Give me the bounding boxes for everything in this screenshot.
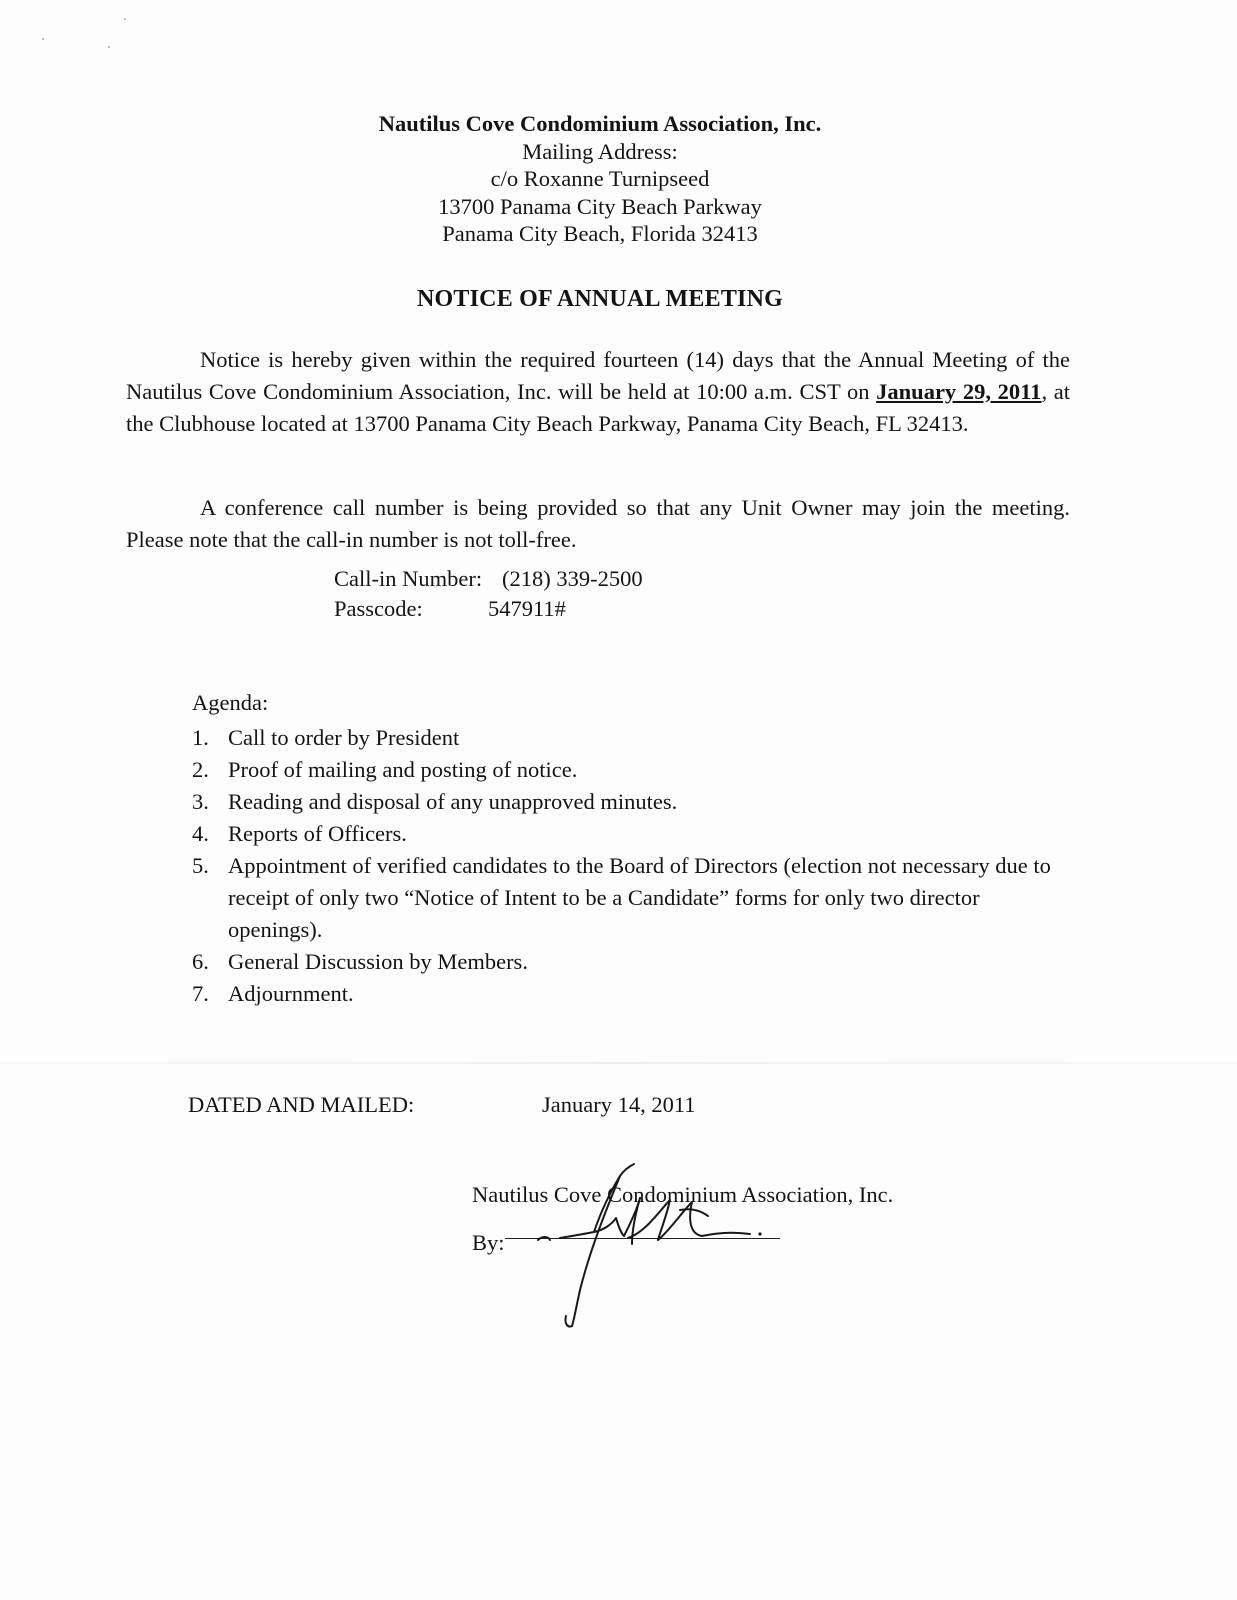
agenda-item-text: Appointment of verified candidates to the Board of Directors (election not necessary due to receipt of only two “Notice of Intent to be a Candidate” forms for only two director openings).	[228, 853, 1051, 942]
signature-by-label: By:	[472, 1230, 505, 1255]
conference-paragraph: A conference call number is being provided so that any Unit Owner may join the meeting. Please note that the call-in number is not toll-free.	[126, 495, 1070, 552]
notice-paragraph	[126, 344, 1070, 440]
notice-title: NOTICE OF ANNUAL MEETING	[417, 286, 783, 312]
agenda-item-number: 5.	[192, 853, 209, 878]
call-in-number-value: (218) 339-2500	[502, 566, 643, 591]
agenda-heading: Agenda:	[192, 690, 269, 715]
dated-label: DATED AND MAILED:	[188, 1092, 415, 1117]
notice-text-before-date: Notice is hereby given within the required fourteen (14) days that the Annual Meeting of the Nautilus Cove Condominium Association, Inc. will be held at 10:00 a.m. CST on	[126, 347, 1070, 404]
agenda-item	[192, 850, 1072, 946]
agenda-list	[192, 722, 1072, 1010]
agenda-item	[192, 754, 1072, 786]
agenda-item	[192, 946, 1072, 978]
agenda-item	[192, 786, 1072, 818]
agenda-item-number: 3.	[192, 789, 209, 814]
agenda-item-number: 4.	[192, 821, 209, 846]
dated-value: January 14, 2011	[542, 1092, 696, 1117]
notice-text-after-date: , at the Clubhouse located at 13700 Panama City Beach Parkway, Panama City Beach, FL 32413.	[126, 379, 1070, 436]
letterhead-care-of: c/o Roxanne Turnipseed	[490, 166, 710, 191]
letterhead	[240, 110, 960, 248]
agenda-item-number: 6.	[192, 949, 209, 974]
passcode-label: Passcode:	[334, 596, 423, 621]
scan-speck	[124, 18, 126, 20]
agenda-item-text: Proof of mailing and posting of notice.	[228, 757, 578, 782]
agenda-item-number: 1.	[192, 725, 209, 750]
paper-fold-line	[0, 1062, 1237, 1064]
agenda-item-text: Reading and disposal of any unapproved minutes.	[228, 789, 678, 814]
agenda-item-text: Reports of Officers.	[228, 821, 407, 846]
signature-org: Nautilus Cove Condominium Association, Inc.	[472, 1182, 894, 1207]
handwritten-signature	[520, 1140, 780, 1340]
letterhead-street: 13700 Panama City Beach Parkway	[438, 193, 762, 219]
agenda-item-text: General Discussion by Members.	[228, 949, 528, 974]
agenda-item-number: 2.	[192, 757, 209, 782]
agenda-item	[192, 722, 1072, 754]
agenda-item-text: Adjournment.	[228, 981, 354, 1006]
agenda-item-text: Call to order by President	[228, 725, 460, 750]
scan-speck	[108, 46, 110, 48]
agenda-item	[192, 978, 1072, 1010]
meeting-date: January 29, 2011	[876, 379, 1042, 404]
letterhead-org-name: Nautilus Cove Condominium Association, Inc.	[378, 111, 822, 136]
agenda-item	[192, 818, 1072, 850]
passcode-value: 547911#	[488, 596, 566, 621]
letterhead-city-state-zip: Panama City Beach, Florida 32413	[442, 221, 758, 246]
agenda-item-number: 7.	[192, 981, 209, 1006]
letterhead-mailing-label: Mailing Address:	[522, 138, 678, 164]
scan-speck	[42, 38, 44, 40]
call-in-number-label: Call-in Number:	[334, 566, 483, 591]
